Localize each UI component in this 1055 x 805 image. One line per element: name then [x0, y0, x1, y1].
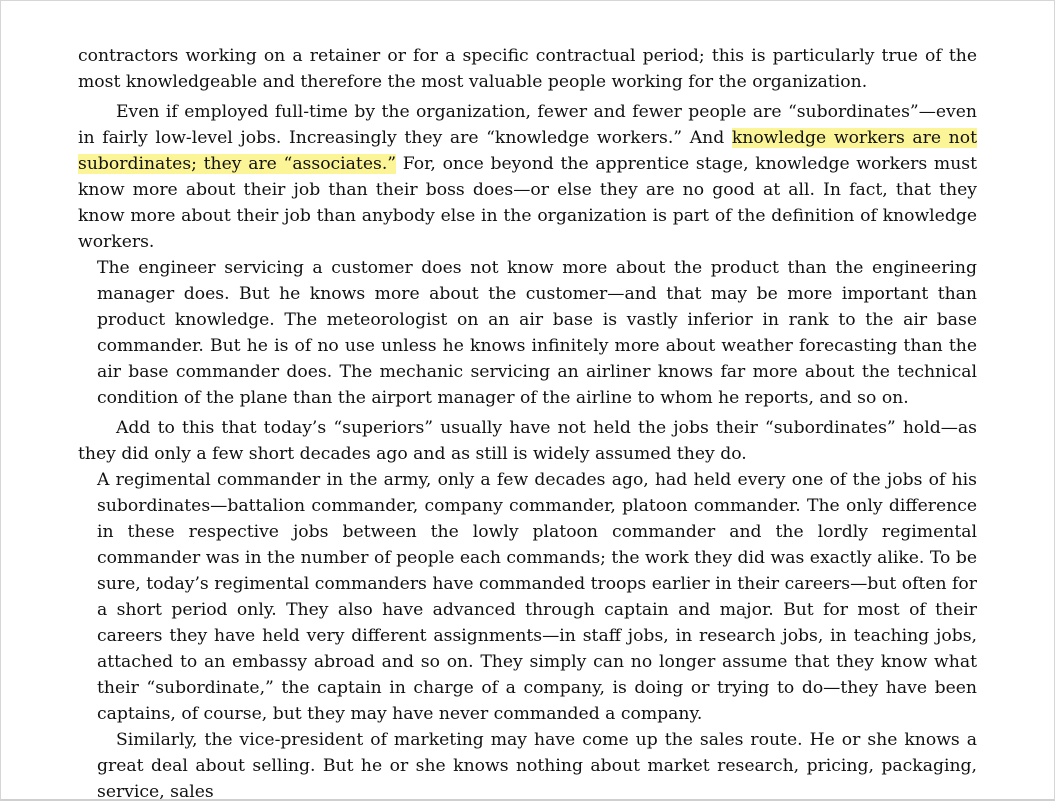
paragraph-superiors [78, 415, 977, 467]
paragraph-text: For, once beyond the apprentice stage, knowledge workers must know more about their job than their boss does—or else they are no good at all. In fact, that they know more about their job than anybody else in the organization is part of the definition of knowledge workers. [78, 154, 977, 252]
paragraph-knowledge-workers [78, 99, 977, 255]
paragraph-text: Similarly, the vice-president of marketing may have come up the sales route. He or she knows a great deal about selling. But he or she knows nothing about market research, pricing, packaging, service, sales [97, 730, 977, 802]
paragraph-text: contractors working on a retainer or for a specific contractual period; this is particularly true of the most knowledgeable and therefore the most valuable people working for the organization. [78, 46, 977, 92]
document-body [78, 43, 977, 805]
paragraph-text: Even if employed full-time by the organization, fewer and fewer people are “subordinates”—even in fairly low-level jobs. Increasingly they are “knowledge workers.” And [78, 102, 977, 148]
paragraph-text: A regimental commander in the army, only a few decades ago, had held every one of the jobs of his subordinates—battalion commander, company commander, platoon commander. The only difference in these respective jobs between the lowly platoon commander and the lordly regimental commander was in the number of people each commands; the work they did was exactly alike. To be sure, today’s regimental commanders have commanded troops earlier in their careers—but often for a short period only. They also have advanced through captain and major. But for most of their careers they have held very different assignments—in staff jobs, in research jobs, in teaching jobs, attached to an embassy abroad and so on. They simply can no longer assume that they know what their “subordinate,” the captain in charge of a company, is doing or trying to do—they have been captains, of course, but they may have never commanded a company. [97, 470, 977, 724]
paragraph-continuation [78, 43, 977, 95]
highlighted-text[interactable]: knowledge workers are not subordinates; they are “associates.” [78, 128, 977, 174]
paragraph-regimental-commander [78, 467, 977, 727]
paragraph-text: Add to this that today’s “superiors” usually have not held the jobs their “subordinates” hold—as they did only a few short decades ago and as still is widely assumed they do. [78, 418, 977, 464]
paragraph-vice-president [78, 727, 977, 805]
paragraph-text: The engineer servicing a customer does not know more about the product than the engineering manager does. But he knows more about the customer—and that may be more important than product knowledge. The meteorologist on an air base is vastly inferior in rank to the air base commander. But he is of no use unless he knows infinitely more about weather forecasting than the air base commander does. The mechanic servicing an airliner knows far more about the technical condition of the plane than the airport manager of the airline to whom he reports, and so on. [97, 258, 977, 408]
paragraph-engineer-example [78, 255, 977, 411]
